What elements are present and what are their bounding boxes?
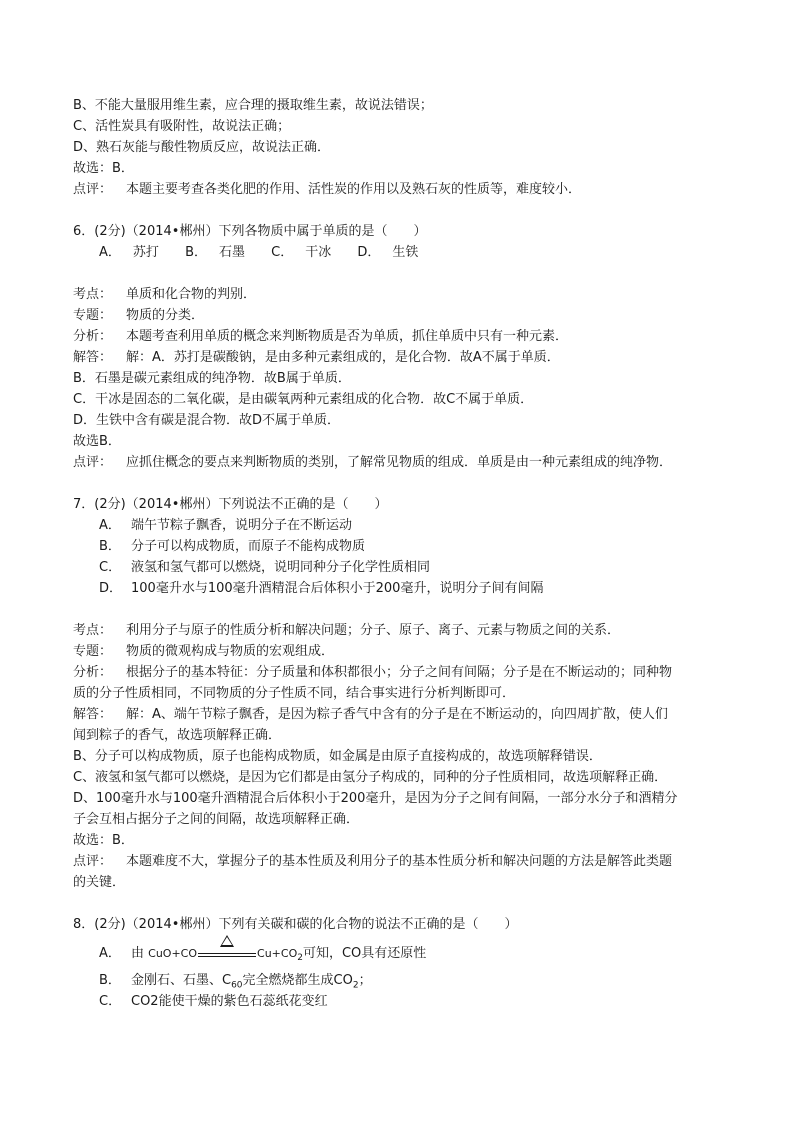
- q8-equation-left: CuO+CO: [148, 947, 198, 960]
- prev-comment-label: 点评：: [73, 182, 113, 197]
- q7-zhuanti-text: 物质的微观构成与物质的宏观组成．: [126, 644, 335, 659]
- q7-option-a-key: A．: [99, 518, 121, 533]
- q6-option-c-text: 干冰: [305, 245, 332, 260]
- q6-explain-b: B．石墨是碳元素组成的纯净物．故B属于单质．: [73, 371, 351, 386]
- q7-jieda-label: 解答：: [73, 707, 113, 722]
- q8-option-b: [73, 970, 723, 991]
- q7-dianping-text-2: 的关键．: [73, 875, 126, 890]
- q7-option-b: [73, 536, 723, 557]
- q6-option-b-key: B．: [185, 245, 207, 260]
- q8-option-b-sub: 60: [231, 980, 243, 991]
- q8-option-c-key: C．: [99, 994, 122, 1009]
- q6-option-a-text: 苏打: [132, 245, 159, 260]
- q8-equation-right-main: Cu+CO: [257, 947, 298, 960]
- prev-comment-text: 本题主要考查各类化肥的作用、活性炭的作用以及熟石灰的性质等，难度较小．: [126, 182, 582, 197]
- q7-fenxi: [73, 662, 723, 683]
- q6-kaodian: [73, 284, 723, 305]
- prev-option-b-explanation: B、不能大量服用维生素，应合理的摄取维生素，故说法错误；: [73, 98, 433, 113]
- q8-option-a-key: A．: [99, 946, 121, 961]
- q6-fenxi-text: 本题考查利用单质的概念来判断物质是否为单质，抓住单质中只有一种元素．: [126, 329, 569, 344]
- q7-fenxi-text-1: 根据分子的基本特征：分子质量和体积都很小；分子之间有间隔；分子是在不断运动的；同种物: [126, 665, 673, 680]
- q7-option-c: [73, 557, 723, 578]
- q6-fenxi-label: 分析：: [73, 329, 113, 344]
- q8-option-a: [73, 943, 723, 964]
- q7-jieda: [73, 704, 723, 725]
- prev-option-d-explanation: D、熟石灰能与酸性物质反应，故说法正确．: [73, 140, 331, 155]
- prev-choice: 故选：B．: [73, 161, 134, 176]
- heat-equals-sign: [198, 949, 256, 959]
- q6-option-c-key: C．: [271, 245, 294, 260]
- q8-equation-right-sub: 2: [297, 953, 303, 964]
- q8-option-b-key: B．: [99, 973, 121, 988]
- q6-option-b-text: 石墨: [218, 245, 245, 260]
- q8-stem: 8．(2分)（2014•郴州）下列有关碳和碳的化合物的说法不正确的是（ ）: [73, 917, 518, 932]
- q6-dianping-label: 点评：: [73, 455, 113, 470]
- q7-fenxi-text-2: 质的分子性质相同，不同物质的分子性质不同，结合事实进行分析判断即可．: [73, 686, 516, 701]
- q7-stem: 7．(2分)（2014•郴州）下列说法不正确的是（ ）: [73, 497, 388, 512]
- q6-zhuanti: [73, 305, 723, 326]
- q7-explain-d-2: 子会互相占据分子之间的间隔，故选项解释正确．: [73, 812, 360, 827]
- q8-option-a-post: 可知，CO具有还原性: [302, 946, 427, 961]
- q8-option-c-text: CO2能使干燥的紫色石蕊纸花变红: [131, 994, 328, 1009]
- q7-option-b-text: 分子可以构成物质，而原子不能构成物质: [131, 539, 366, 554]
- q7-zhuanti-label: 专题：: [73, 644, 113, 659]
- prev-option-c-explanation: C、活性炭具有吸附性，故说法正确；: [73, 119, 291, 134]
- q7-dianping: [73, 851, 723, 872]
- q8-option-b-sub2: 2: [352, 980, 359, 991]
- q8-option-b-pre: 金刚石、石墨、C: [131, 973, 232, 988]
- q6-options: [73, 242, 723, 263]
- q7-choice: 故选：B．: [73, 833, 134, 848]
- q7-kaodian: [73, 620, 723, 641]
- q6-zhuanti-text: 物质的分类．: [126, 308, 205, 323]
- q7-jieda-text-1: 解：A、端午节粽子飘香，是因为粽子香气中含有的分子是在不断运动的，向四周扩散，使人们: [126, 707, 668, 722]
- q8-equation-right: [257, 947, 303, 964]
- q7-dianping-text-1: 本题难度不大，掌握分子的基本性质及利用分子的基本性质分析和解决问题的方法是解答此类题: [126, 854, 673, 869]
- q7-option-c-text: 液氢和氢气都可以燃烧，说明同种分子化学性质相同: [131, 560, 431, 575]
- q6-dianping: [73, 452, 723, 473]
- q6-option-a-key: A．: [99, 245, 121, 260]
- q7-option-b-key: B．: [99, 539, 121, 554]
- q7-zhuanti: [73, 641, 723, 662]
- q8-option-b-end: ；: [358, 973, 372, 988]
- q7-option-d-key: D．: [99, 581, 123, 596]
- q7-option-a: [73, 515, 723, 536]
- q8-option-b-mid: 完全燃烧都生成CO: [242, 973, 353, 988]
- q6-option-d-text: 生铁: [392, 245, 419, 260]
- q6-jieda: [73, 347, 723, 368]
- q6-stem: 6．(2分)（2014•郴州）下列各物质中属于单质的是（ ）: [73, 224, 427, 239]
- q6-option-d-key: D．: [357, 245, 381, 260]
- q7-fenxi-label: 分析：: [73, 665, 113, 680]
- q7-explain-c: C、液氢和氢气都可以燃烧，是因为它们都是由氢分子构成的，同种的分子性质相同，故选项解释正确．: [73, 770, 668, 785]
- q7-option-c-key: C．: [99, 560, 122, 575]
- q7-explain-b: B、分子可以构成物质，原子也能构成物质，如金属是由原子直接构成的，故选项解释错误．: [73, 749, 602, 764]
- q7-explain-d-1: D、100毫升水与100毫升酒精混合后体积小于200毫升，是因为分子之间有间隔，一部分水分子和酒精分: [73, 791, 678, 806]
- q8-option-a-pre: 由: [131, 946, 145, 961]
- prev-comment: [73, 179, 723, 200]
- q7-option-a-text: 端午节粽子飘香，说明分子在不断运动: [131, 518, 353, 533]
- q6-zhuanti-label: 专题：: [73, 308, 113, 323]
- q6-explain-c: C．干冰是固态的二氧化碳，是由碳氧两种元素组成的化合物．故C不属于单质．: [73, 392, 534, 407]
- q7-kaodian-text: 利用分子与原子的性质分析和解决问题；分子、原子、离子、元素与物质之间的关系．: [126, 623, 621, 638]
- q7-kaodian-label: 考点：: [73, 623, 113, 638]
- q6-kaodian-label: 考点：: [73, 287, 113, 302]
- q6-kaodian-text: 单质和化合物的判别．: [126, 287, 257, 302]
- q6-jieda-text: 解：A．苏打是碳酸钠，是由多种元素组成的，是化合物．故A不属于单质．: [126, 350, 560, 365]
- exam-page: [73, 95, 723, 1012]
- q6-choice: 故选B．: [73, 434, 121, 449]
- q6-fenxi: [73, 326, 723, 347]
- q6-explain-d: D．生铁中含有碳是混合物．故D不属于单质．: [73, 413, 341, 428]
- q7-option-d: [73, 578, 723, 599]
- q8-option-c: [73, 991, 723, 1012]
- q6-jieda-label: 解答：: [73, 350, 113, 365]
- q6-dianping-text: 应抓住概念的要点来判断物质的类别，了解常见物质的组成．单质是由一种元素组成的纯净物．: [126, 455, 673, 470]
- heat-triangle-icon: [220, 935, 234, 947]
- q7-option-d-text: 100毫升水与100毫升酒精混合后体积小于200毫升，说明分子间有间隔: [131, 581, 544, 596]
- q7-jieda-text-2: 闻到粽子的香气，故选项解释正确．: [73, 728, 282, 743]
- q7-dianping-label: 点评：: [73, 854, 113, 869]
